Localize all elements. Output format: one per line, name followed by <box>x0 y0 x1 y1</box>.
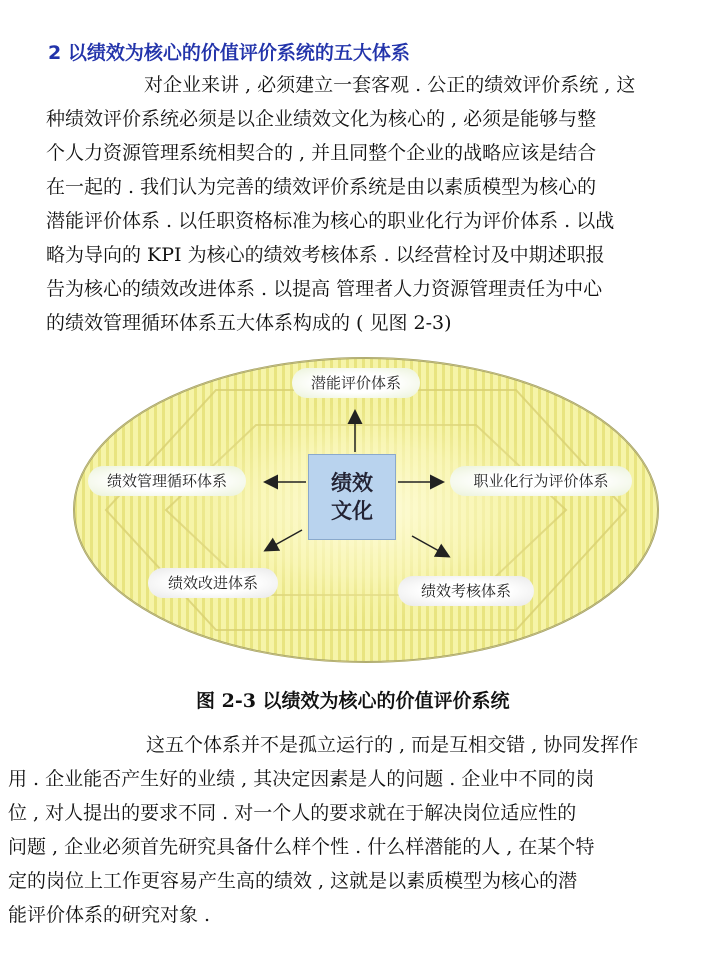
center-performance-culture <box>308 454 396 540</box>
text-line: 用 . 企业能否产生好的业绩 , 其决定因素是人的问题 . 企业中不同的岗 <box>8 768 595 790</box>
center-line-1: 绩效 <box>331 471 373 495</box>
text-line: 个人力资源管理系统相契合的 , 并且同整个企业的战略应该是结合 <box>46 142 597 164</box>
text-line: 种绩效评价系统必须是以企业绩效文化为核心的 , 必须是能够与整 <box>46 108 597 130</box>
node-potential-evaluation: 潜能评价体系 <box>292 368 420 398</box>
text-line: 在一起的 . 我们认为完善的绩效评价系统是由以素质模型为核心的 <box>46 176 597 198</box>
node-performance-assessment: 绩效考核体系 <box>398 576 534 606</box>
text-line: 对企业来讲 , 必须建立一套客观 . 公正的绩效评价系统 , 这 <box>144 74 636 96</box>
center-line-2: 文化 <box>331 499 373 523</box>
node-professional-behavior: 职业化行为评价体系 <box>450 466 632 496</box>
text-line: 位 , 对人提出的要求不同 . 对一个人的要求就在于解决岗位适应性的 <box>8 802 577 824</box>
value-evaluation-diagram <box>66 350 666 670</box>
text-line: 问题 , 企业必须首先研究具备什么样个性 . 什么样潜能的人 , 在某个特 <box>8 836 595 858</box>
text-line: 这五个体系并不是孤立运行的 , 而是互相交错 , 协同发挥作 <box>146 734 639 756</box>
text-line: 的绩效管理循环体系五大体系构成的 ( 见图 2-3) <box>46 312 452 334</box>
text-line: 潜能评价体系 . 以任职资格标准为核心的职业化行为评价体系 . 以战 <box>46 210 615 232</box>
text-line: 能评价体系的研究对象 . <box>8 904 211 926</box>
node-performance-cycle: 绩效管理循环体系 <box>88 466 246 496</box>
section-heading: 2 以绩效为核心的价值评价系统的五大体系 <box>48 42 410 64</box>
text-line: 略为导向的 KPI 为核心的绩效考核体系 . 以经营栓讨及中期述职报 <box>46 244 605 266</box>
text-line: 告为核心的绩效改进体系 . 以提高 管理者人力资源管理责任为中心 <box>46 278 603 300</box>
text-line: 定的岗位上工作更容易产生高的绩效 , 这就是以素质模型为核心的潜 <box>8 870 578 892</box>
figure-caption: 图 2-3 以绩效为核心的价值评价系统 <box>196 690 510 712</box>
node-performance-improvement: 绩效改进体系 <box>148 568 278 598</box>
